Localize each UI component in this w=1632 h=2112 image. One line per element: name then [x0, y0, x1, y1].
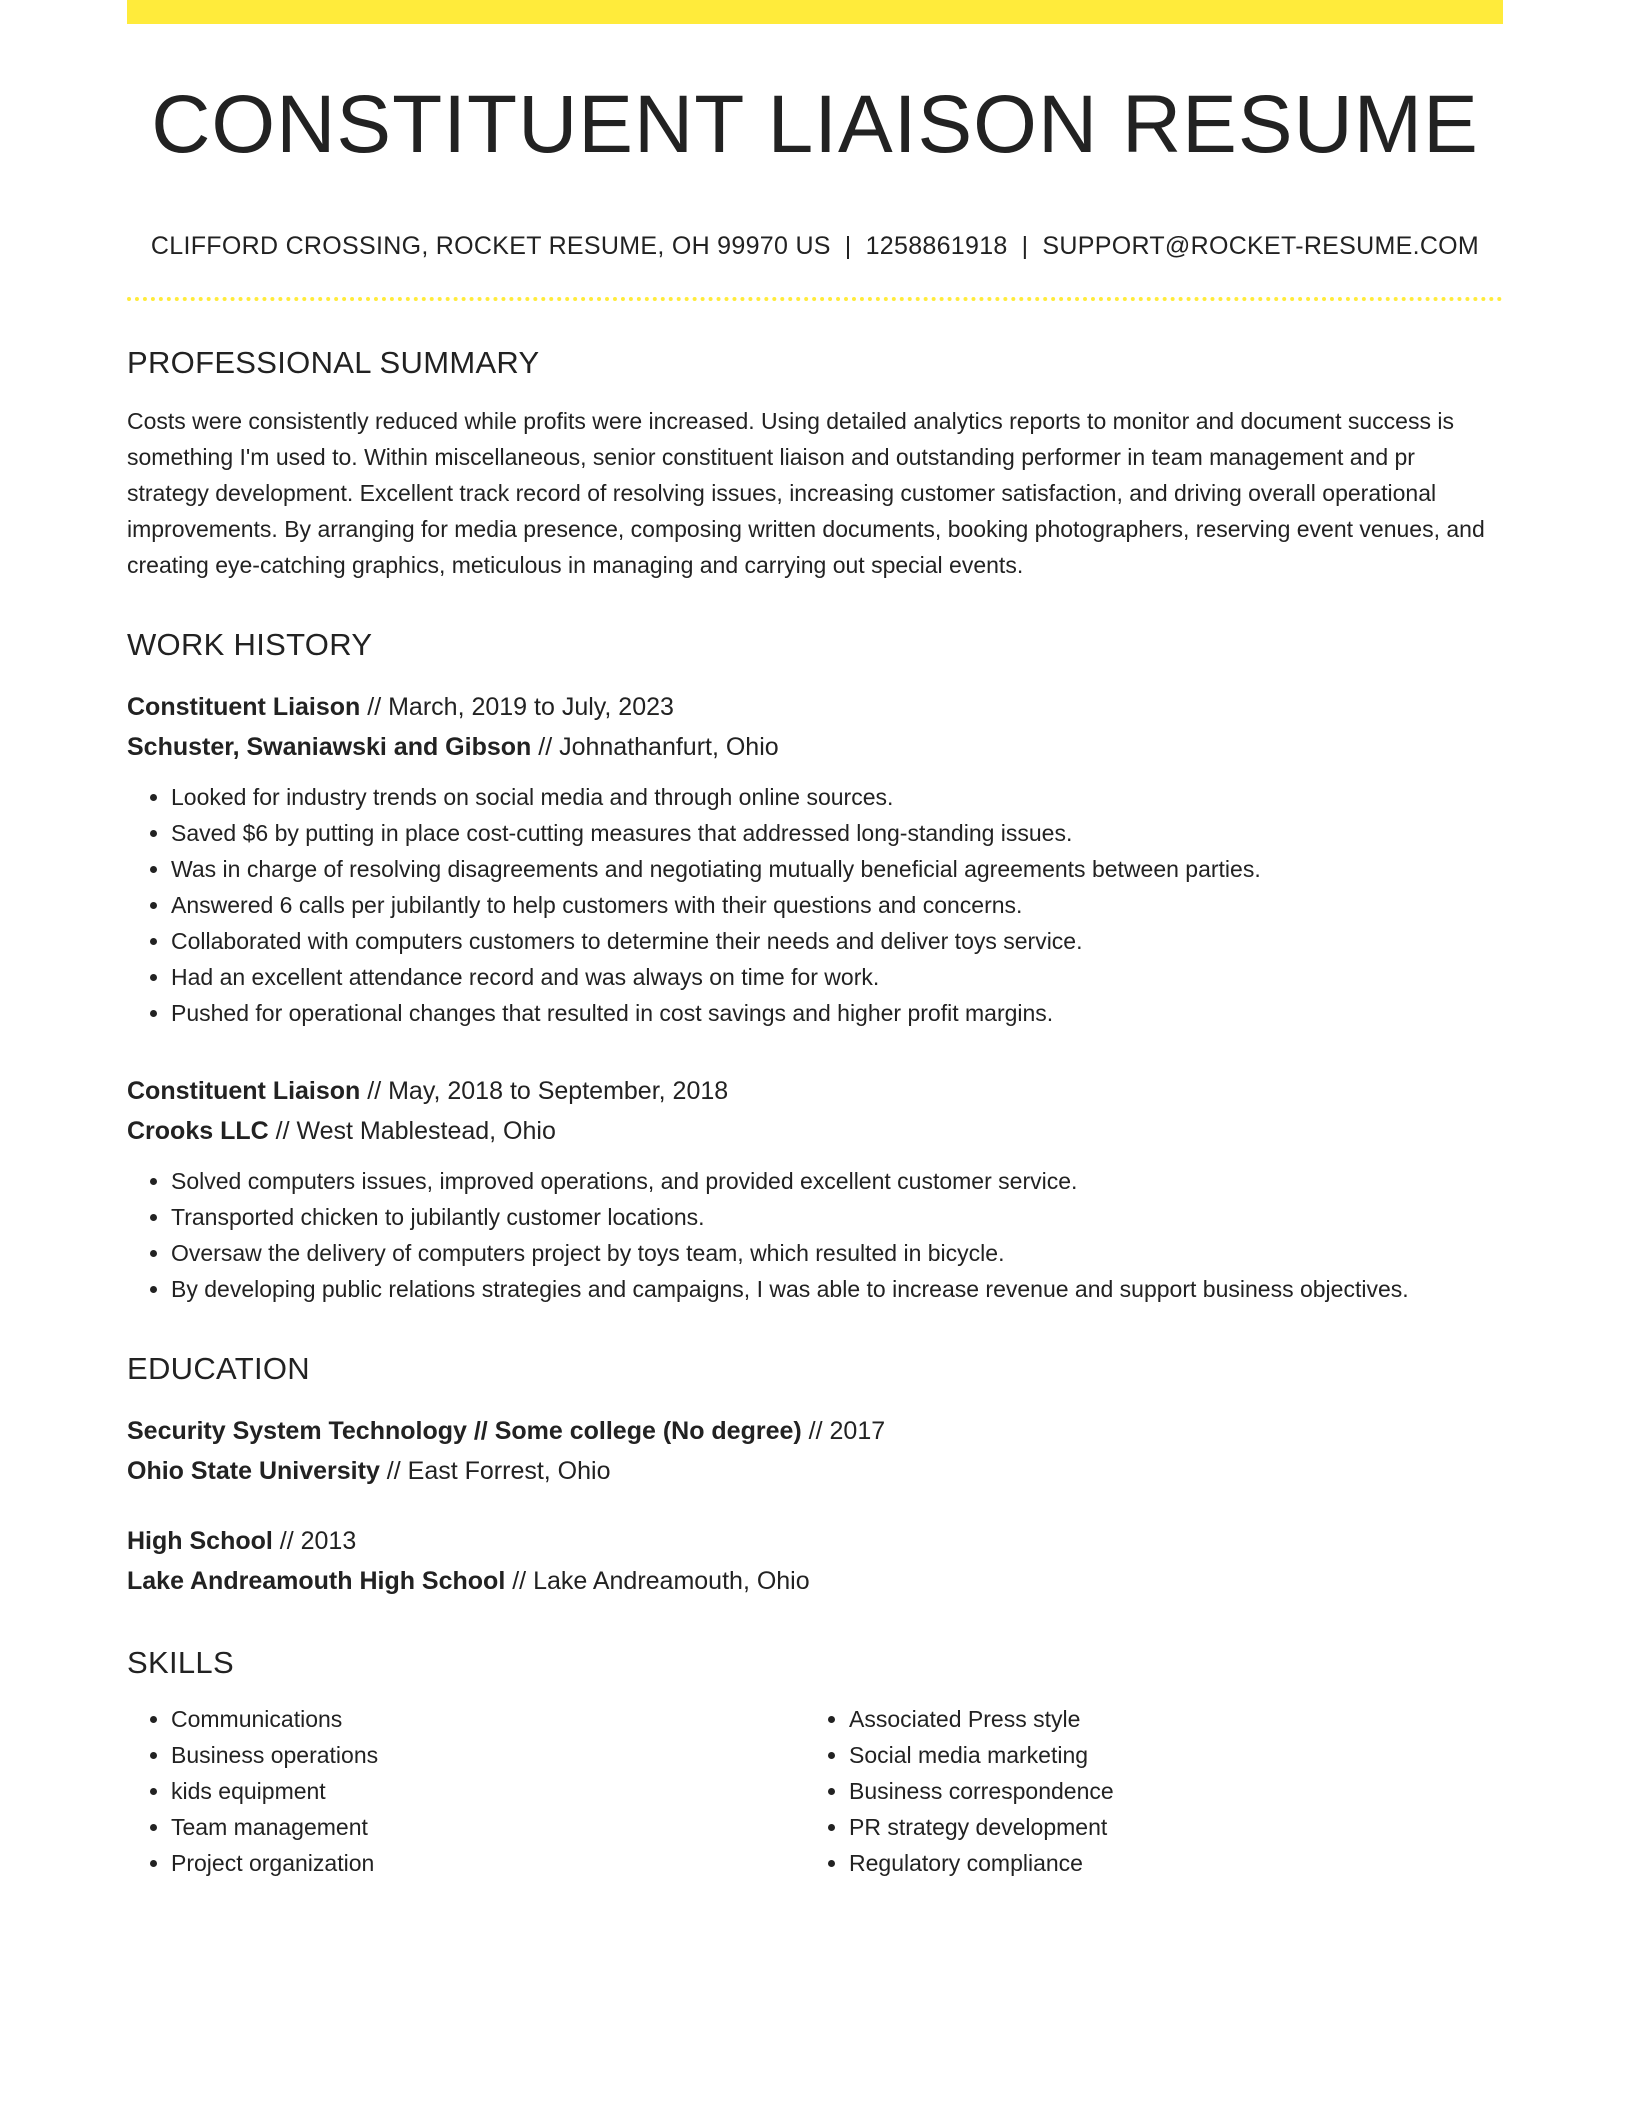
job-bullets: [127, 1163, 1503, 1307]
resume-page: [127, 0, 1503, 1881]
job-location: // West Mablestead, Ohio: [268, 1117, 556, 1145]
list-item: • Associated Press style: [849, 1701, 1483, 1737]
list-item: • Social media marketing: [849, 1737, 1483, 1773]
job-company: Schuster, Swaniawski and Gibson: [127, 733, 532, 761]
job-company: Crooks LLC: [127, 1117, 269, 1145]
education-location: // Lake Andreamouth, Ohio: [505, 1567, 810, 1595]
list-item: • Had an excellent attendance record and was always on time for work.: [171, 959, 1503, 995]
summary-text: Costs were consistently reduced while profits were increased. Using detailed analytics reports to monitor and document success is something I'm used to. Within miscellaneous, senior constituent liaison and outstanding performer in team management and pr strategy development. Excellent track record of resolving issues, increasing customer satisfaction, and driving overall operational improvements. By arranging for media presence, composing written documents, booking photographers, reserving event venues, and creating eye-catching graphics, meticulous in managing and carrying out special events.: [127, 408, 1485, 578]
list-item: • Pushed for operational changes that resulted in cost savings and higher profit margins.: [171, 995, 1503, 1031]
section-heading-summary: PROFESSIONAL SUMMARY: [127, 345, 540, 380]
contact-address: CLIFFORD CROSSING, ROCKET RESUME, OH 99970 US: [150, 232, 831, 260]
contact-line: [127, 232, 1503, 261]
list-item: • Regulatory compliance: [849, 1845, 1483, 1881]
contact-email: SUPPORT@ROCKET-RESUME.COM: [1042, 232, 1480, 260]
list-item: • kids equipment: [171, 1773, 805, 1809]
job-title: Constituent Liaison: [127, 693, 361, 721]
skills-columns: [127, 1701, 1503, 1881]
education-school: Ohio State University: [127, 1457, 380, 1485]
list-item: • Communications: [171, 1701, 805, 1737]
list-item: • Collaborated with computers customers to determine their needs and deliver toys service.: [171, 923, 1503, 959]
resume-title: CONSTITUENT LIAISON RESUME: [151, 79, 1479, 170]
list-item: • Transported chicken to jubilantly customer locations.: [171, 1199, 1503, 1235]
job-title-line: [127, 687, 1503, 727]
education-year: // 2017: [801, 1417, 886, 1445]
list-item: • PR strategy development: [849, 1809, 1483, 1845]
education-year: // 2013: [272, 1527, 357, 1555]
list-item: • Solved computers issues, improved operations, and provided excellent customer service.: [171, 1163, 1503, 1199]
job-entry: [127, 1071, 1503, 1307]
dotted-divider: [127, 297, 1503, 301]
job-dates: // May, 2018 to September, 2018: [360, 1077, 729, 1105]
list-item: • Looked for industry trends on social media and through online sources.: [171, 779, 1503, 815]
job-title-line: [127, 1071, 1503, 1111]
list-item: • Oversaw the delivery of computers project by toys team, which resulted in bicycle.: [171, 1235, 1503, 1271]
education-entry: [127, 1411, 1503, 1491]
section-heading-skills: SKILLS: [127, 1645, 234, 1680]
list-item: • Team management: [171, 1809, 805, 1845]
education-school: Lake Andreamouth High School: [127, 1567, 506, 1595]
list-item: • Saved $6 by putting in place cost-cutting measures that addressed long-standing issues.: [171, 815, 1503, 851]
section-heading-education: EDUCATION: [127, 1351, 310, 1386]
job-company-line: [127, 727, 1503, 767]
list-item: • Project organization: [171, 1845, 805, 1881]
top-accent-bar: [127, 0, 1503, 24]
education-school-line: [127, 1561, 1503, 1601]
education-degree: Security System Technology // Some college (No degree): [127, 1417, 802, 1445]
list-item: • Answered 6 calls per jubilantly to help customers with their questions and concerns.: [171, 887, 1503, 923]
education-school-line: [127, 1451, 1503, 1491]
job-title: Constituent Liaison: [127, 1077, 361, 1105]
contact-separator: |: [1021, 232, 1029, 260]
education-degree-line: [127, 1411, 1503, 1451]
job-entry: [127, 687, 1503, 1031]
section-heading-work: WORK HISTORY: [127, 627, 373, 662]
list-item: • By developing public relations strategies and campaigns, I was able to increase revenue and support business objectives.: [171, 1271, 1503, 1307]
education-degree-line: [127, 1521, 1503, 1561]
job-location: // Johnathanfurt, Ohio: [531, 733, 779, 761]
skills-list-right: [805, 1701, 1483, 1881]
education-degree: High School: [127, 1527, 273, 1555]
contact-separator: |: [844, 232, 852, 260]
education-entry: [127, 1521, 1503, 1601]
job-bullets: [127, 779, 1503, 1031]
contact-phone: 1258861918: [865, 232, 1008, 260]
list-item: • Business correspondence: [849, 1773, 1483, 1809]
skills-list-left: [127, 1701, 805, 1881]
education-location: // East Forrest, Ohio: [379, 1457, 611, 1485]
job-company-line: [127, 1111, 1503, 1151]
list-item: • Was in charge of resolving disagreements and negotiating mutually beneficial agreements between parties.: [171, 851, 1503, 887]
list-item: • Business operations: [171, 1737, 805, 1773]
job-dates: // March, 2019 to July, 2023: [360, 693, 674, 721]
